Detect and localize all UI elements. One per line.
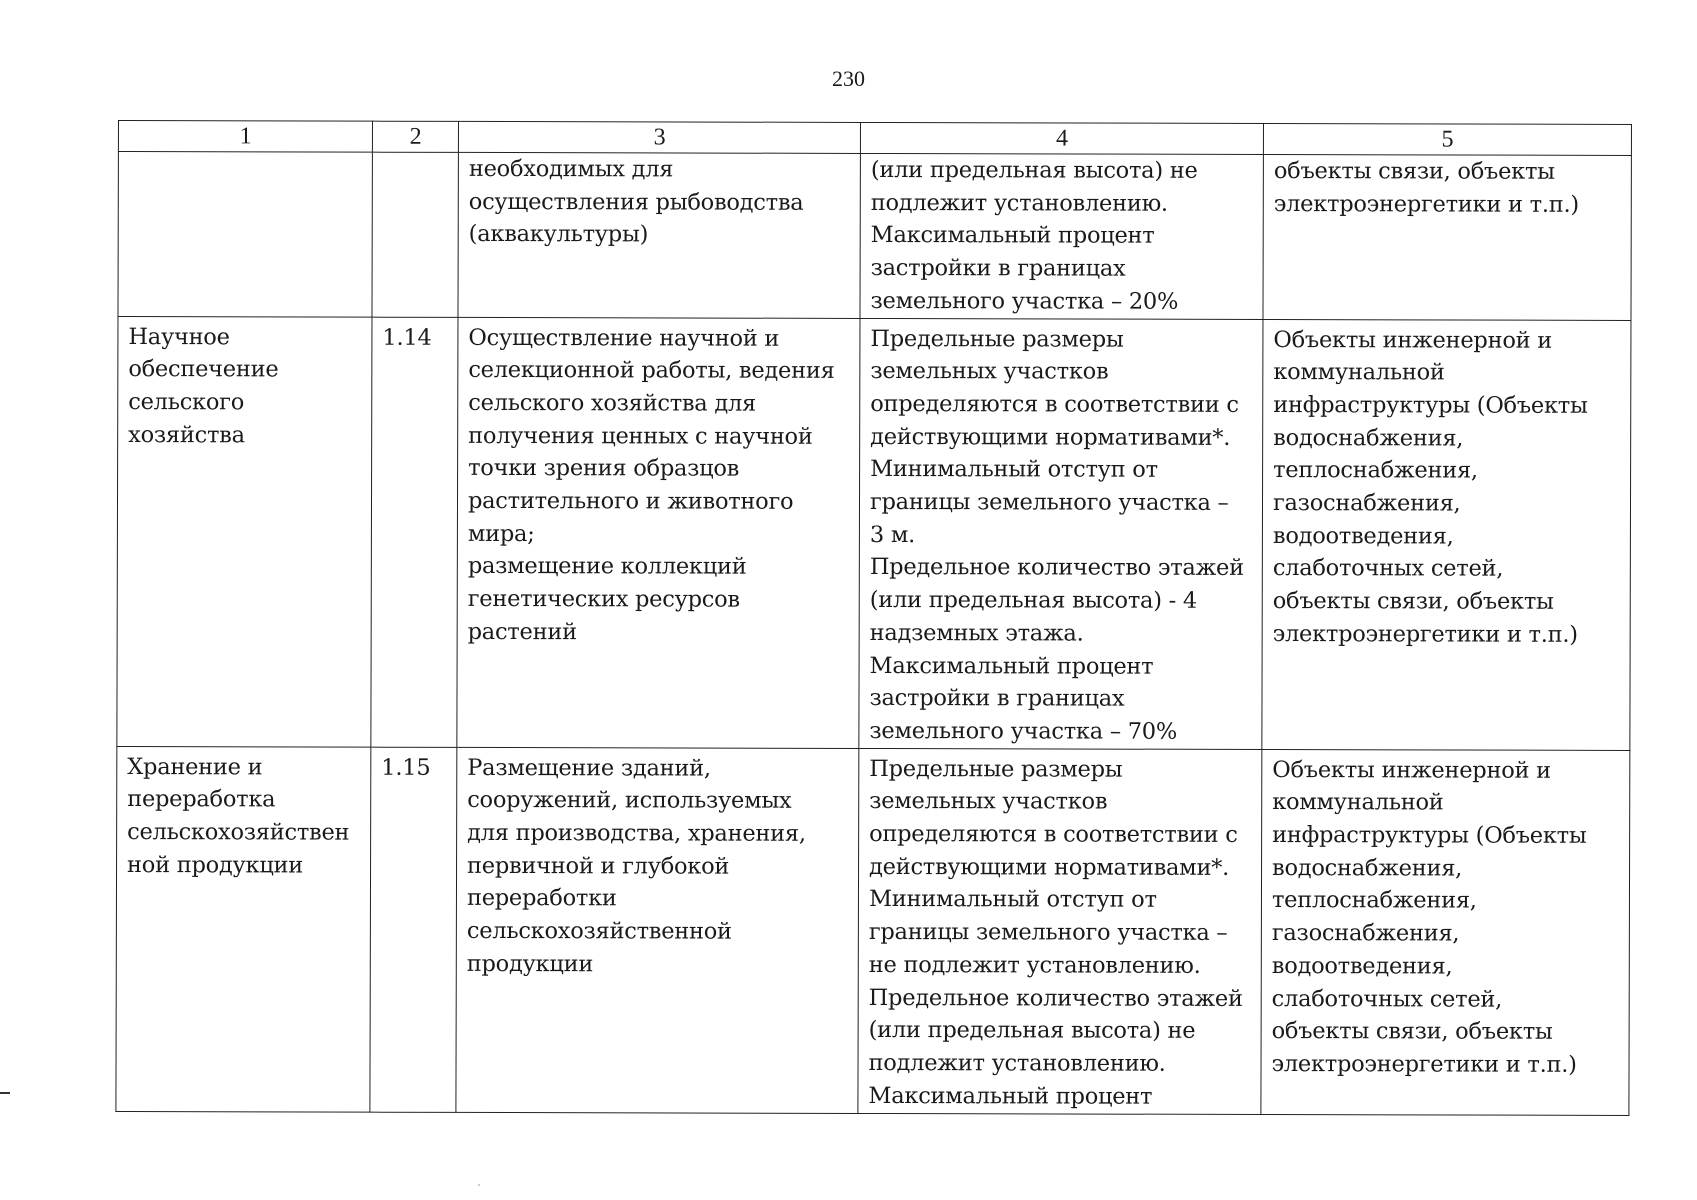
table-row: [116, 746, 1630, 1115]
margin-mark: [0, 1092, 10, 1094]
use-code-cell: 1.15: [370, 747, 457, 1112]
land-use-table: [115, 120, 1632, 1116]
building-parameters-cell: Предельные размеры земельных участков определяются в соответствии с действующими нормативами*. Минимальный отступ от границы земельного участка – 3 м. Предельное количество этажей (или предельная высота) - 4 надземных этажа. Максимальный процент застройки в границах земельного участка – 70%: [859, 318, 1263, 749]
table-row: [118, 152, 1631, 320]
column-header-2: 2: [372, 121, 458, 152]
building-parameters-cell: Предельные размеры земельных участков определяются в соответствии с действующими нормативами*. Минимальный отступ от границы земельного участка – не подлежит установлению. Предельное количество этажей (или предельная высота) не подлежит установлению. Максимальный процент: [858, 748, 1262, 1114]
use-name-cell: Хранение и переработка сельскохозяйствен ной продукции: [116, 746, 371, 1112]
use-name-cell: Научное обеспечение сельского хозяйства: [117, 316, 372, 747]
building-parameters-cell: (или предельная высота) не подлежит установлению. Максимальный процент застройки в границах земельного участка – 20%: [860, 153, 1263, 319]
use-description-cell: необходимых для осуществления рыбоводства (аквакультуры): [458, 152, 860, 318]
column-header-4: 4: [860, 122, 1263, 154]
use-name-cell: [118, 152, 372, 317]
scan-speck: [478, 1184, 480, 1186]
column-header-1: 1: [118, 121, 372, 153]
use-description-cell: Осуществление научной и селекционной работы, ведения сельского хозяйства для получения ценных с научной точки зрения образцов растительного и животного мира; размещение коллекций генетических ресурсов растений: [457, 317, 860, 748]
use-code-cell: 1.14: [371, 317, 458, 747]
column-header-5: 5: [1263, 123, 1631, 155]
auxiliary-objects-cell: объекты связи, объекты электроэнергетики и т.п.): [1263, 154, 1631, 319]
header-row: [118, 121, 1631, 156]
use-code-cell: [372, 152, 458, 317]
table-row: [117, 316, 1631, 750]
use-description-cell: Размещение зданий, сооружений, используемых для производства, хранения, первичной и глубокой переработки сельскохозяйственной продукции: [456, 747, 859, 1113]
auxiliary-objects-cell: Объекты инженерной и коммунальной инфраструктуры (Объекты водоснабжения, теплоснабжения, газоснабжения, водоотведения, слаботочных сетей, объекты связи, объекты электроэнергетики и т.п.): [1261, 749, 1630, 1115]
column-header-3: 3: [458, 121, 860, 153]
auxiliary-objects-cell: Объекты инженерной и коммунальной инфраструктуры (Объекты водоснабжения, теплоснабжения, газоснабжения, водоотведения, слаботочных сетей, объекты связи, объекты электроэнергетики и т.п.): [1262, 319, 1631, 750]
page-number: 230: [832, 66, 865, 91]
